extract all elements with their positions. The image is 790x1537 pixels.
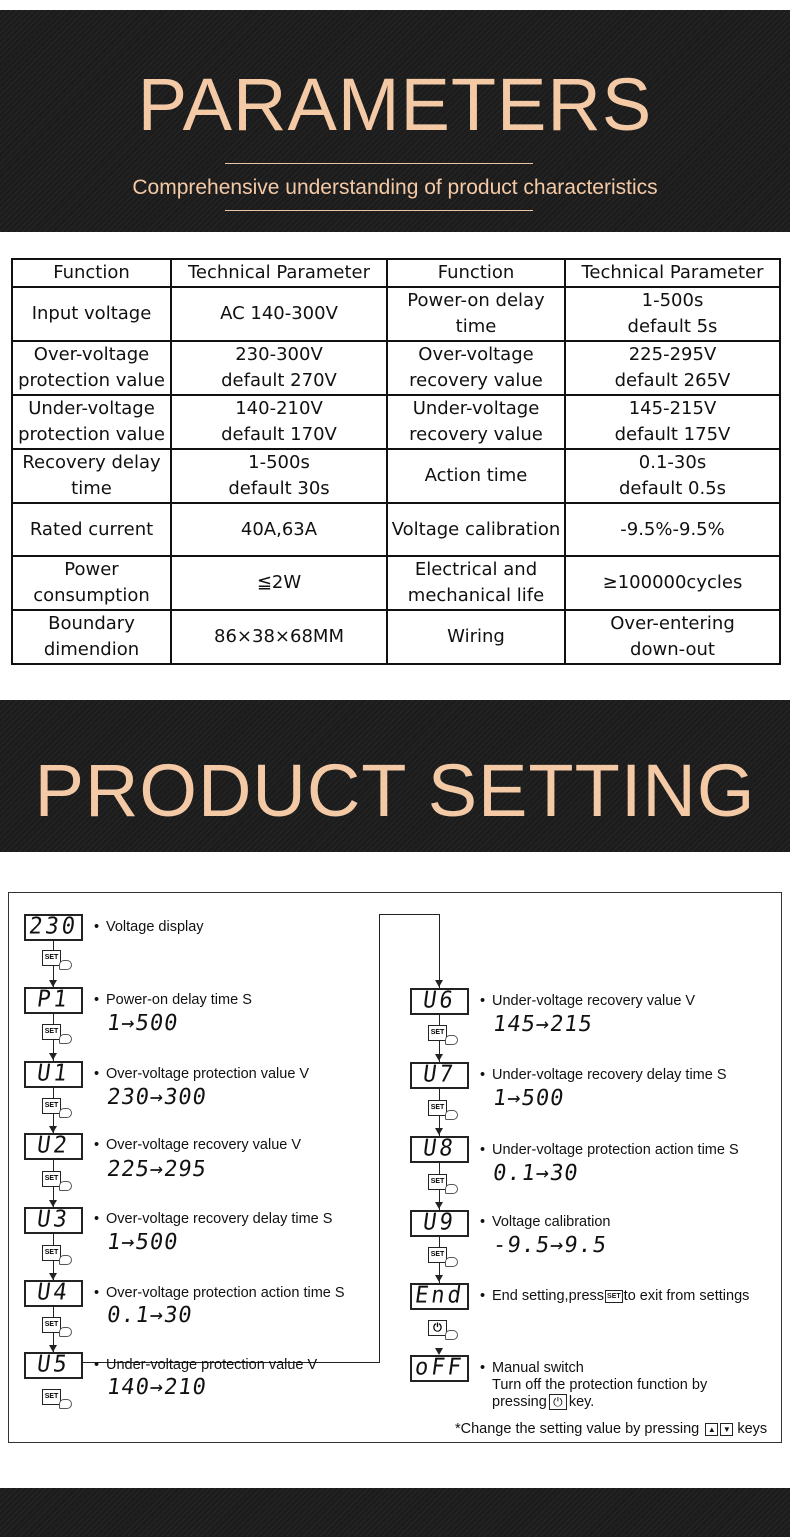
cell-text: down-out [630, 639, 715, 660]
step-range: 0.1→30 [105, 1303, 195, 1328]
table-row [12, 449, 780, 503]
function-cell [12, 287, 171, 341]
cell-text: Under-voltage [412, 398, 540, 419]
function-cell [12, 449, 171, 503]
function-cell [12, 341, 171, 395]
step-description: • Power-on delay time S [94, 992, 252, 1008]
cell-text: Rated current [29, 518, 154, 540]
step-description: • Over-voltage protection value V [94, 1066, 310, 1082]
function-cell [387, 449, 565, 503]
cell-text: AC 140-300V [220, 303, 338, 324]
step-range: -9.5→9.5 [491, 1233, 609, 1258]
set-key-icon[interactable]: SET [42, 1317, 61, 1333]
function-cell [12, 610, 171, 664]
cell-text: Electrical and [414, 559, 538, 580]
lcd-display-u5: U5 [24, 1352, 83, 1379]
hand-pointer-icon [59, 960, 72, 970]
cell-text: default 30s [228, 478, 330, 499]
parameter-cell [171, 395, 387, 449]
power-key-icon[interactable]: ⏻ [428, 1320, 447, 1336]
cell-text: time [71, 478, 112, 499]
parameter-cell [171, 503, 387, 556]
set-key-icon[interactable]: SET [42, 1245, 61, 1261]
lcd-display-u4: U4 [24, 1280, 83, 1307]
step-range: 225→295 [105, 1157, 209, 1182]
cell-text: dimendion [43, 639, 140, 660]
cell-text: 140-210V [235, 398, 323, 419]
cell-text: 230-300V [235, 344, 323, 365]
step-description: • Under-voltage recovery value V [480, 993, 696, 1009]
step-description: • Under-voltage recovery delay time S [480, 1067, 727, 1083]
lcd-display-u1: U1 [24, 1061, 83, 1088]
parameter-cell [565, 610, 780, 664]
arrow-down-icon [435, 1275, 443, 1282]
function-cell [387, 341, 565, 395]
hand-pointer-icon [445, 1035, 458, 1045]
set-key-icon[interactable]: SET [428, 1025, 447, 1041]
bottom-banner [0, 1488, 790, 1537]
cell-text: time [455, 316, 497, 337]
product-setting-banner [0, 700, 790, 852]
header-technical-parameter-1: Technical Parameter [171, 259, 387, 287]
arrow-down-icon [435, 980, 443, 987]
cell-text: protection value [18, 370, 165, 391]
table-row [12, 556, 780, 610]
lcd-display-u7: U7 [410, 1062, 469, 1089]
hand-pointer-icon [59, 1327, 72, 1337]
cell-text: ≦2W [256, 572, 302, 593]
header-technical-parameter-2: Technical Parameter [565, 259, 780, 287]
hand-pointer-icon [59, 1255, 72, 1265]
middle-connector-line [379, 914, 380, 1363]
cell-text: Over-entering [610, 613, 735, 634]
end-setting-description: • End setting,press SET to exit from settings [480, 1288, 750, 1304]
step-range: 0.1→30 [491, 1161, 581, 1186]
set-key-icon[interactable]: SET [42, 1389, 61, 1405]
step-description: • Over-voltage recovery delay time S [94, 1211, 333, 1227]
hand-pointer-icon [59, 1034, 72, 1044]
cell-text: 1-500s [641, 290, 704, 311]
cell-text: 1-500s [248, 452, 310, 473]
parameter-cell [171, 610, 387, 664]
step-range: 1→500 [491, 1086, 566, 1111]
parameter-cell [565, 341, 780, 395]
function-cell [12, 556, 171, 610]
parameter-cell [565, 395, 780, 449]
table-row [12, 395, 780, 449]
product-setting-title: PRODUCT SETTING [34, 749, 756, 832]
step-range: 1→500 [105, 1230, 180, 1255]
down-key-icon: ▼ [720, 1423, 733, 1436]
cell-text: Over-voltage [33, 344, 150, 365]
cell-text: Power-on delay [407, 290, 545, 311]
lcd-display-u9: U9 [410, 1210, 469, 1237]
cell-text: default 270V [221, 370, 337, 391]
top-connector-line [379, 914, 440, 915]
manual-switch-description: • Manual switch Turn off the protection function by pressing ⏻ key. [480, 1360, 708, 1410]
table-row [12, 503, 780, 556]
cell-text: default 5s [627, 316, 718, 337]
step-description: • Voltage display [94, 919, 204, 935]
cell-text: -9.5%-9.5% [620, 518, 725, 540]
cell-text: protection value [18, 424, 165, 445]
parameter-cell [565, 556, 780, 610]
cell-text: Over-voltage [418, 344, 534, 365]
lcd-display-u3: U3 [24, 1207, 83, 1234]
function-cell [387, 287, 565, 341]
cell-text: Voltage calibration [391, 518, 561, 540]
header-function-1: Function [12, 259, 171, 287]
cell-text: Power [64, 559, 119, 580]
arrow-down-icon [49, 1053, 57, 1060]
step-description: • Under-voltage protection action time S [480, 1142, 739, 1158]
lcd-display-p1: P1 [24, 987, 83, 1014]
function-cell [12, 395, 171, 449]
up-key-icon: ▲ [705, 1423, 718, 1436]
cell-text: default 175V [614, 424, 731, 445]
lcd-display-off: oFF [410, 1355, 469, 1382]
parameter-cell [171, 341, 387, 395]
set-key-icon[interactable]: SET [42, 1098, 61, 1114]
hand-pointer-icon [59, 1108, 72, 1118]
cell-text: recovery value [409, 424, 543, 445]
hand-pointer-icon [59, 1181, 72, 1191]
lcd-display-u8: U8 [410, 1136, 469, 1163]
parameters-subtitle: Comprehensive understanding of product characteristics [132, 176, 658, 199]
cell-text: recovery value [409, 370, 543, 391]
step-range: 145→215 [491, 1012, 595, 1037]
parameters-title: PARAMETERS [137, 63, 653, 146]
parameter-cell [565, 287, 780, 341]
step-description: • Over-voltage protection action time S [94, 1285, 345, 1301]
arrow-down-icon [435, 1202, 443, 1209]
parameter-cell [171, 556, 387, 610]
set-key-icon[interactable]: SET [42, 1024, 61, 1040]
cell-text: 40A,63A [240, 518, 318, 540]
arrow-down-icon [435, 1128, 443, 1135]
step-range: 1→500 [105, 1011, 180, 1036]
arrow-down-icon [435, 1054, 443, 1061]
cell-text: mechanical life [407, 585, 545, 606]
footnote: *Change the setting value by pressing ▲ ▼ keys [455, 1421, 768, 1437]
header-function-2: Function [387, 259, 565, 287]
table-row [12, 341, 780, 395]
power-key-inline-icon: ⏻ [549, 1394, 567, 1410]
step-range: 230→300 [105, 1085, 209, 1110]
set-key-icon[interactable]: SET [42, 1171, 61, 1187]
cell-text: Boundary [48, 613, 135, 634]
lcd-display-u2: U2 [24, 1133, 83, 1160]
subtitle-divider-bottom [225, 210, 533, 211]
cell-text: ≥100000cycles [602, 572, 743, 593]
parameters-banner [0, 10, 790, 232]
parameter-cell [171, 449, 387, 503]
cell-text: 225-295V [628, 344, 717, 365]
cell-text: Wiring [447, 626, 505, 647]
function-cell [387, 610, 565, 664]
lcd-display-voltage: 230 [24, 914, 83, 941]
cell-text: Recovery delay [22, 452, 161, 473]
step-description: • Over-voltage recovery value V [94, 1137, 302, 1153]
function-cell [387, 556, 565, 610]
subtitle-divider-top [225, 163, 533, 164]
table-row [12, 287, 780, 341]
hand-pointer-icon [445, 1257, 458, 1267]
step-range: 140→210 [105, 1375, 209, 1400]
set-key-inline-icon: SET [605, 1290, 623, 1303]
hand-pointer-icon [445, 1330, 458, 1340]
parameter-table-body [12, 287, 780, 664]
set-key-icon[interactable]: SET [428, 1247, 447, 1263]
set-key-icon[interactable]: SET [428, 1100, 447, 1116]
parameter-cell [565, 449, 780, 503]
lcd-display-end: End [410, 1283, 469, 1310]
function-cell [12, 503, 171, 556]
cell-text: Input voltage [31, 303, 152, 324]
set-key-icon[interactable]: SET [42, 950, 61, 966]
table-row [12, 610, 780, 664]
parameter-cell [171, 287, 387, 341]
hand-pointer-icon [445, 1184, 458, 1194]
cell-text: Action time [424, 465, 528, 486]
hand-pointer-icon [59, 1399, 72, 1409]
cell-text: Under-voltage [28, 398, 155, 419]
cell-text: default 0.5s [618, 478, 727, 499]
hand-pointer-icon [445, 1110, 458, 1120]
parameter-table [11, 258, 781, 665]
parameter-cell [565, 503, 780, 556]
cell-text: consumption [33, 585, 150, 606]
set-key-icon[interactable]: SET [428, 1174, 447, 1190]
cell-text: 145-215V [628, 398, 717, 419]
cell-text: 0.1-30s [638, 452, 707, 473]
lcd-display-u6: U6 [410, 988, 469, 1015]
step-description: • Under-voltage protection value V [94, 1357, 318, 1373]
function-cell [387, 503, 565, 556]
cell-text: default 265V [614, 370, 731, 391]
function-cell [387, 395, 565, 449]
cell-text: default 170V [221, 424, 337, 445]
settings-flow-diagram [8, 892, 782, 1443]
cell-text: 86×38×68MM [214, 626, 344, 647]
step-description: • Voltage calibration [480, 1214, 611, 1230]
